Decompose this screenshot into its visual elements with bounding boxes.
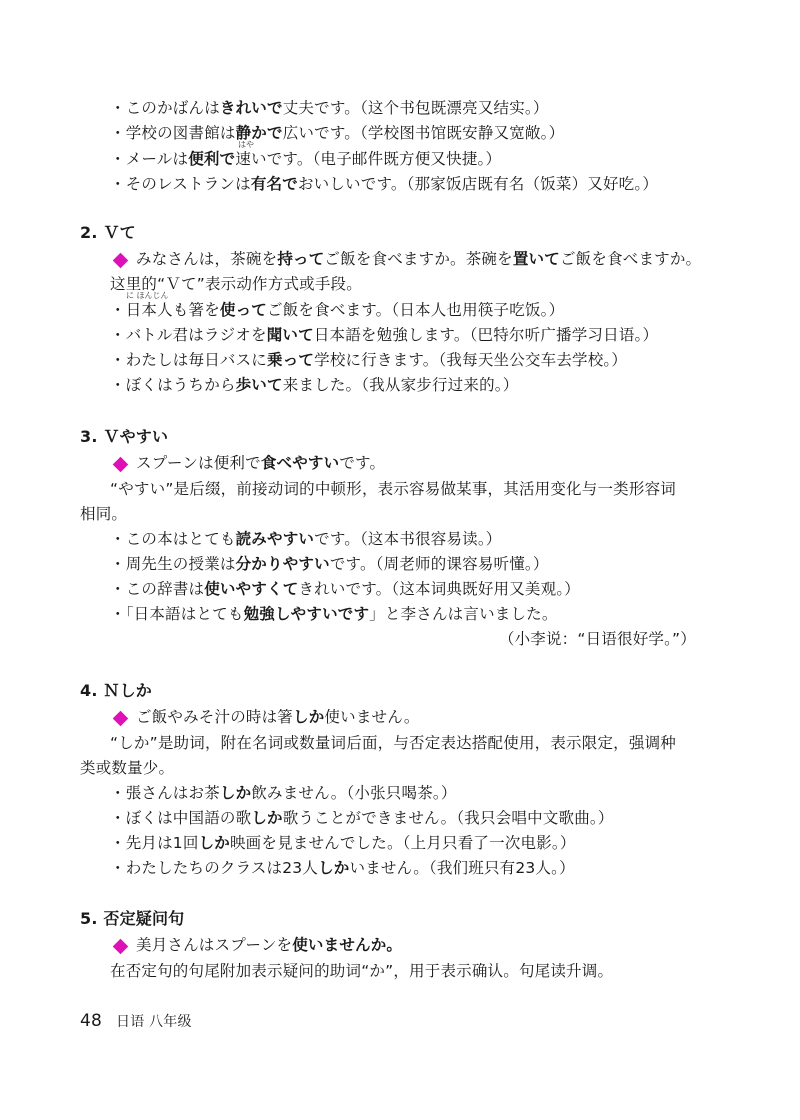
key-sentence: 美月さんはスプーンを使いませんか。: [136, 936, 403, 954]
section-heading: 2. Ｖて: [80, 223, 136, 242]
explanation: “やすい”是后缀，前接动词的中顿形，表示容易做某事，其活用变化与一类形容词: [110, 480, 676, 498]
key-sentence: スプーンは便利で食べやすいです。: [136, 454, 386, 472]
emphasis: 歩いて: [235, 376, 283, 394]
example-line: ・この本はとても読みやすいです。（这本书很容易读。）: [110, 530, 502, 548]
book-title: 日语 八年级: [116, 1014, 192, 1030]
example-line: ・「日本語はとても勉強しやすいです」と李さんは言いました。: [110, 605, 558, 623]
example-line: ・そのレストランは有名でおいしいです。（那家饭店既有名（饭菜）又好吃。）: [110, 175, 659, 193]
example-line: ・張さんはお茶しか飲みません。（小张只喝茶。）: [110, 784, 457, 802]
explanation: 相同。: [80, 505, 128, 523]
emphasis: 静かで: [235, 124, 283, 142]
emphasis: 使いやすくて: [204, 580, 299, 598]
emphasis: しか: [219, 784, 252, 802]
explanation: 在否定句的句尾附加表示疑问的助词“か”，用于表示确认。句尾读升调。: [110, 962, 614, 980]
example-line: ・ぼくは中国語の歌しか歌うことができません。（我只会唱中文歌曲。）: [110, 809, 614, 827]
furigana: に ほんじん: [126, 291, 169, 300]
emphasis: しか: [251, 809, 283, 827]
emphasis: 分かりやすい: [235, 555, 330, 573]
emphasis: 使いませんか。: [292, 936, 403, 954]
emphasis: きれいで: [219, 99, 283, 117]
emphasis: しか: [293, 708, 325, 726]
example-line: ・学校の図書館は静かで広いです。（学校图书馆既安静又宽敞。）: [110, 124, 565, 142]
key-sentence: ご飯やみそ汁の時は箸しか使いません。: [136, 708, 420, 726]
example-line: ・このかばんはきれいで丈夫です。（这个书包既漂亮又结实。）: [110, 99, 549, 117]
emphasis: 使って: [219, 301, 268, 319]
emphasis: 置いて: [512, 250, 560, 268]
example-line: ・この辞書は使いやすくてきれいです。（这本词典既好用又美观。）: [110, 580, 580, 598]
example-line: ・メールは便利で速いです。（电子邮件既方便又快捷。）: [110, 150, 502, 168]
emphasis: しか: [198, 834, 230, 852]
emphasis: 持って: [277, 250, 325, 268]
emphasis: 乗って: [267, 351, 315, 369]
section-heading: 5. 否定疑问句: [80, 909, 185, 928]
example-line: ・周先生の授業は分かりやすいです。（周老师的课容易听懂。）: [110, 555, 549, 573]
section-heading: 3. Ｖやすい: [80, 427, 169, 446]
emphasis: しか: [318, 859, 350, 877]
diamond-bullet-icon: [113, 457, 129, 473]
key-sentence: みなさんは，茶碗を持ってご飯を食べますか。茶碗を置いてご飯を食べますか。: [136, 250, 702, 268]
page-number: 48: [80, 1011, 103, 1031]
emphasis: 勉強しやすいです: [243, 605, 370, 623]
emphasis: 有名で: [250, 175, 298, 193]
furigana: はや: [238, 140, 254, 149]
example-line: ・ぼくはうちから歩いて来ました。（我从家步行过来的。）: [110, 376, 519, 394]
example-line: ・先月は1回しか映画を見ませんでした。（上月只看了一次电影。）: [110, 834, 576, 852]
emphasis: 聞いて: [266, 326, 314, 344]
explanation: 这里的“Ｖて”表示动作方式或手段。: [110, 275, 362, 293]
example-translation: （小李说：“日语很好学。”）: [498, 630, 696, 648]
diamond-bullet-icon: [113, 711, 129, 727]
example-line: ・バトル君はラジオを聞いて日本語を勉強します。（巴特尔听广播学习日语。）: [110, 326, 659, 344]
example-line: ・日本人も箸を使ってご飯を食べます。（日本人也用筷子吃饭。）: [110, 301, 565, 319]
explanation: “しか”是助词，附在名词或数量词后面，与否定表达搭配使用，表示限定，强调种: [110, 734, 676, 752]
explanation: 类或数量少。: [80, 759, 175, 777]
example-line: ・わたしは毎日バスに乗って学校に行きます。（我每天坐公交车去学校。）: [110, 351, 628, 369]
diamond-bullet-icon: [113, 939, 129, 955]
diamond-bullet-icon: [113, 253, 129, 269]
emphasis: 食べやすい: [260, 454, 340, 472]
section-heading: 4. Ｎしか: [80, 681, 152, 700]
emphasis: 読みやすい: [235, 530, 315, 548]
example-line: ・わたしたちのクラスは23人しかいません。（我们班只有23人。）: [110, 859, 575, 877]
emphasis: 便利で: [188, 150, 236, 168]
